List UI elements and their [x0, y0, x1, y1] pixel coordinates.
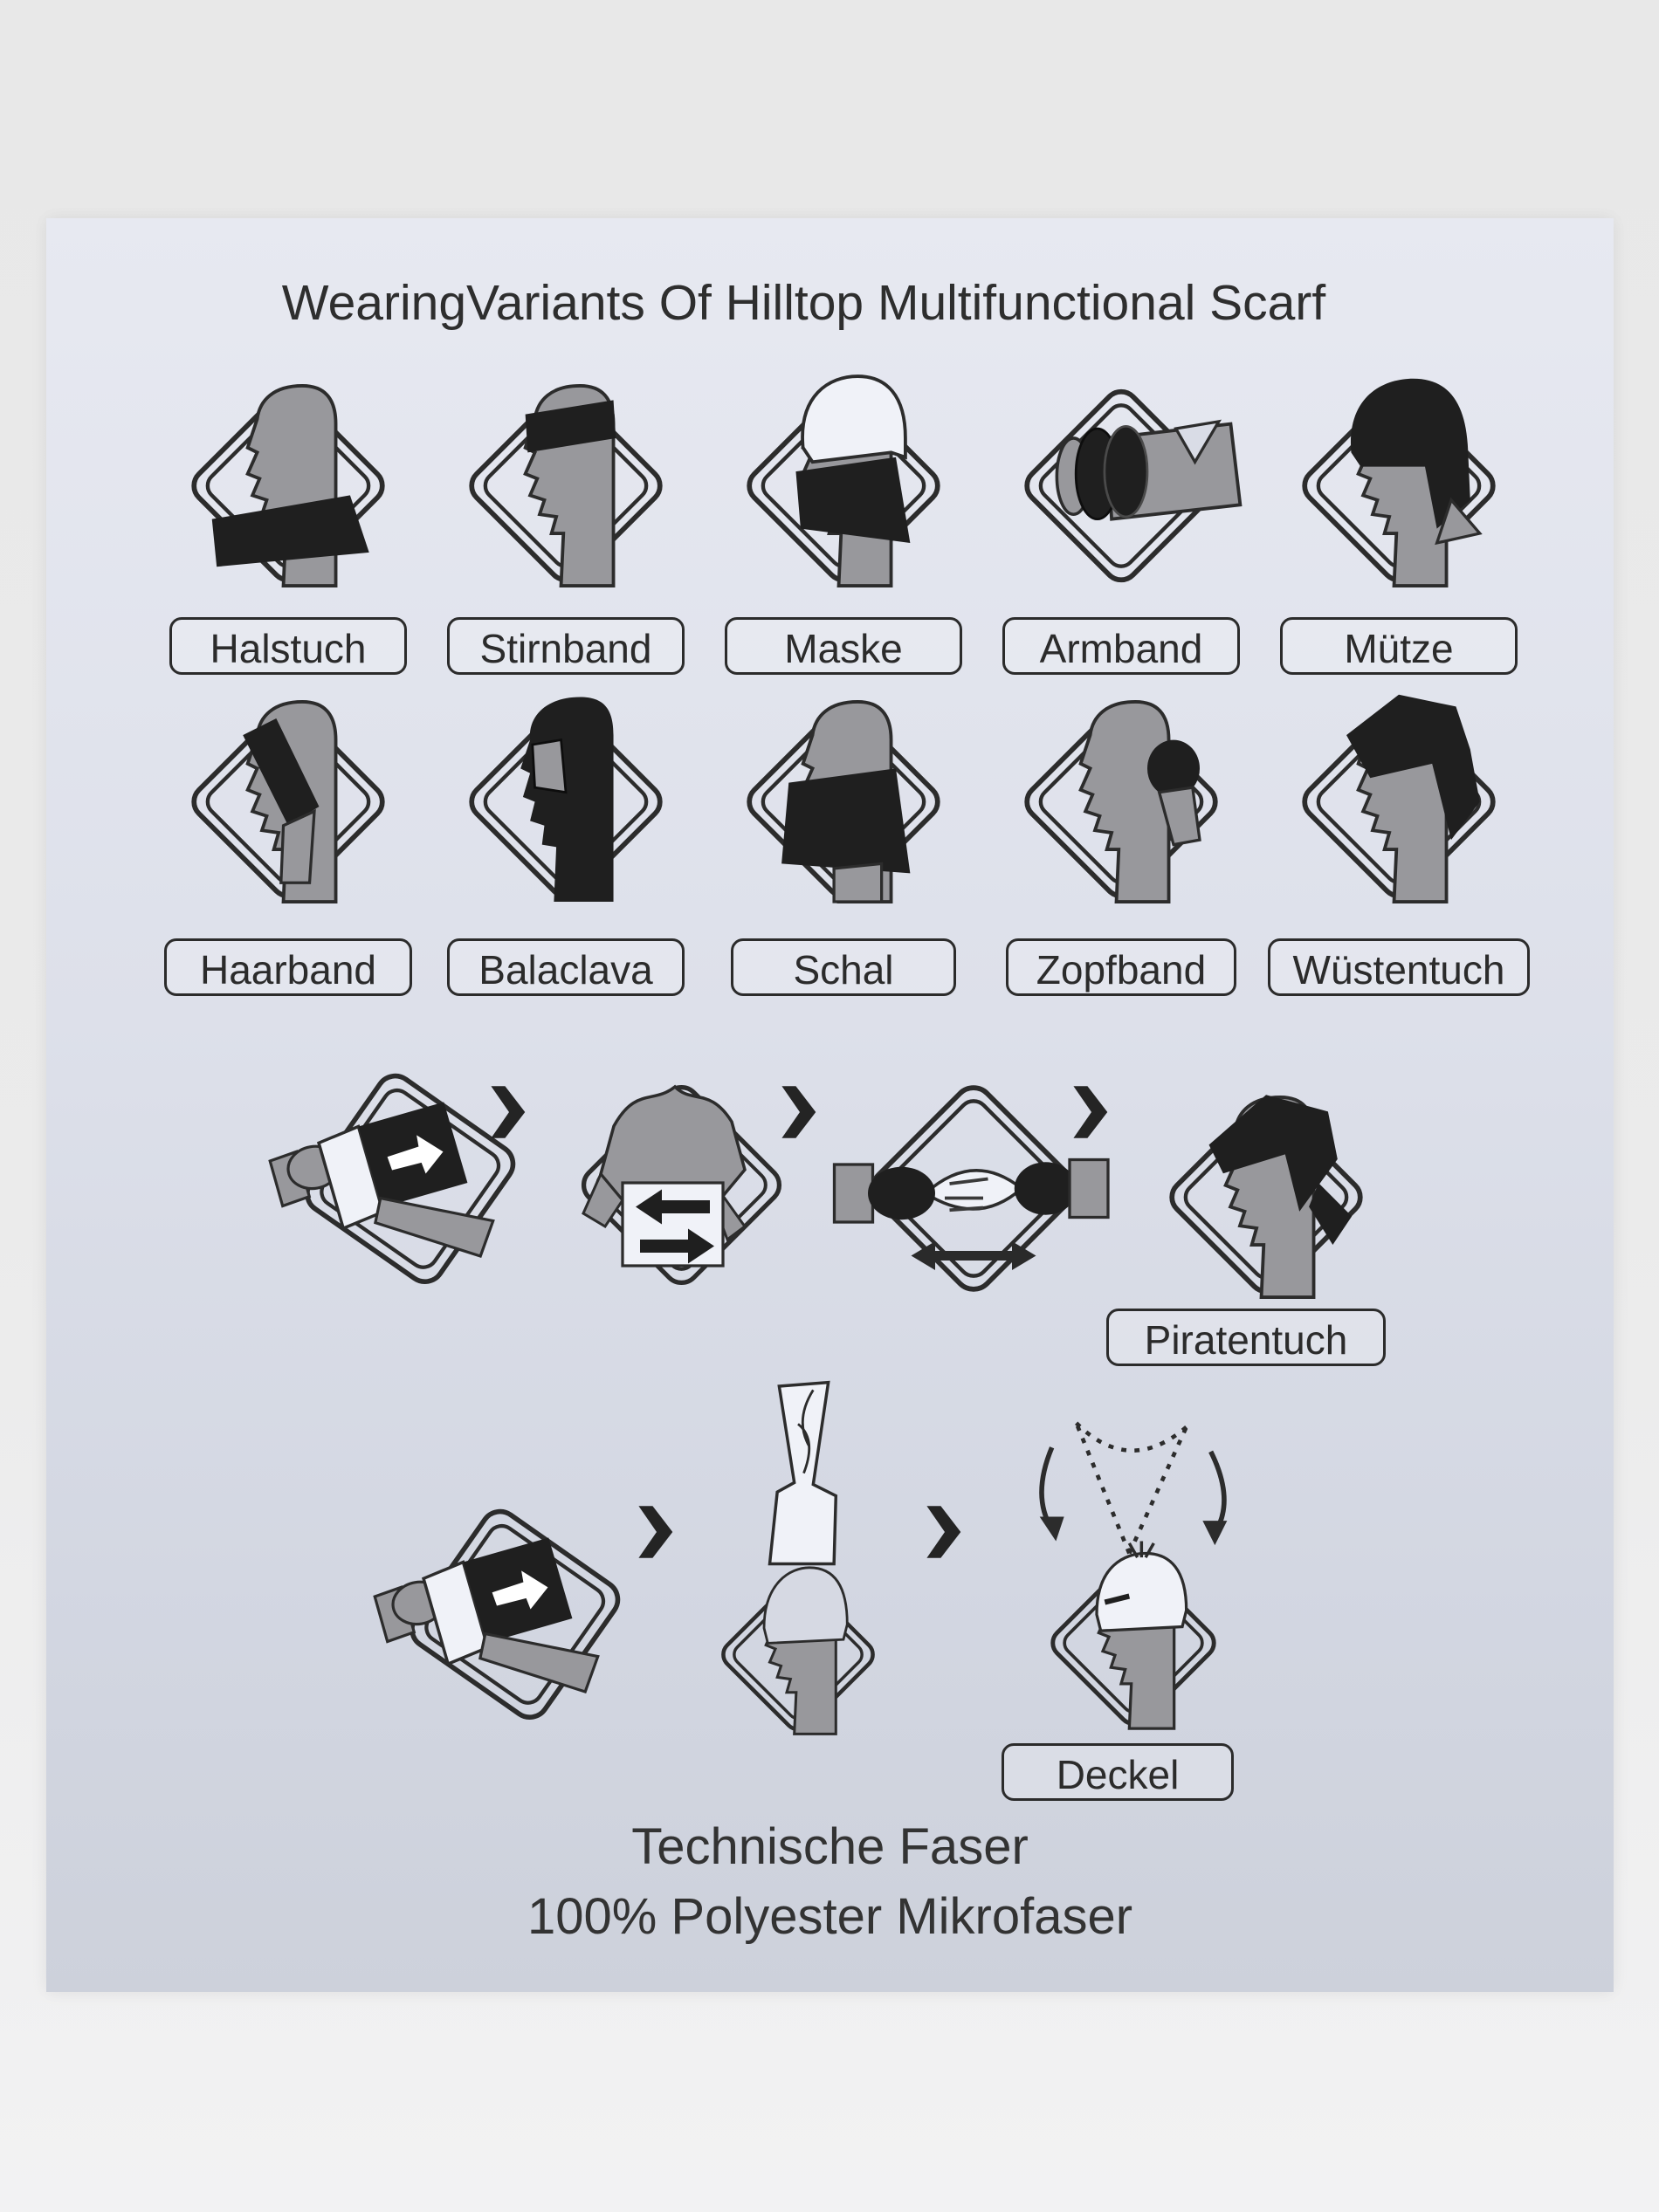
chevron-right-icon [915, 1504, 974, 1560]
muetze-illustration [1268, 367, 1530, 605]
arrowhead [1202, 1521, 1227, 1545]
twist-above-head-illustration [685, 1375, 912, 1753]
hand-shape [1015, 1162, 1077, 1215]
arrowhead [1040, 1517, 1064, 1542]
piratentuch-illustration [1135, 1078, 1397, 1316]
cuff-shape [1070, 1160, 1108, 1218]
neck-shape [834, 863, 882, 902]
label-muetze: Mütze [1280, 617, 1518, 675]
deckel-illustration [1011, 1398, 1256, 1745]
label-piratentuch: Piratentuch [1106, 1309, 1386, 1366]
stirnband-illustration [435, 367, 697, 605]
chevron-right-icon [479, 1084, 539, 1140]
helmet-shape [802, 376, 905, 462]
label-schal: Schal [731, 938, 956, 996]
label-haarband: Haarband [164, 938, 412, 996]
balaclava-illustration [435, 683, 697, 921]
label-wuestentuch: Wüstentuch [1268, 938, 1530, 996]
chevron-right-icon [770, 1084, 830, 1140]
twisted-scarf-shape [926, 1171, 1022, 1209]
label-maske: Maske [725, 617, 962, 675]
neck-scarf-shape [212, 495, 369, 567]
double-arrow-icon [912, 1241, 1036, 1270]
scarf-wrap-shape [781, 768, 910, 873]
face-mask-shape [795, 457, 910, 543]
label-balaclava: Balaclava [447, 938, 685, 996]
fold-step-pull-illustration [377, 1498, 657, 1754]
dotted-cone-line [1129, 1427, 1186, 1554]
material-line-2: 100% Polyester Mikrofaser [527, 1888, 1133, 1945]
wuestentuch-illustration [1268, 683, 1530, 921]
maske-illustration [712, 367, 974, 605]
haarband-illustration [157, 683, 419, 921]
dotted-cone-line [1077, 1423, 1130, 1553]
sheet-title: WearingVariants Of Hilltop Multifunctional Scarf [281, 275, 1326, 331]
schal-illustration [712, 683, 974, 921]
dotted-cone-arc [1077, 1423, 1187, 1451]
label-zopfband: Zopfband [1006, 938, 1236, 996]
material-line-1: Technische Faser [631, 1818, 1029, 1875]
label-armband: Armband [1002, 617, 1240, 675]
face-window-shape [533, 740, 566, 793]
curved-arrow-right-icon [1211, 1452, 1224, 1533]
hand-shape [868, 1167, 935, 1220]
chevron-right-icon [627, 1504, 686, 1560]
cuff-shape [835, 1164, 873, 1222]
label-deckel: Deckel [1002, 1743, 1234, 1801]
zopfband-illustration [990, 683, 1252, 921]
rolled-panel-shape [623, 1183, 723, 1266]
cap-base-shape [764, 1568, 847, 1644]
armband-scrunch-shape [1105, 426, 1147, 517]
halstuch-illustration [157, 367, 419, 605]
chevron-right-icon [1062, 1084, 1121, 1140]
label-halstuch: Halstuch [169, 617, 407, 675]
label-stirnband: Stirnband [447, 617, 685, 675]
fold-step-roll-illustration [540, 1069, 802, 1309]
tied-cap-shape [1097, 1554, 1187, 1632]
instruction-sheet [46, 218, 1614, 1992]
armband-illustration [990, 367, 1252, 605]
twisted-tube-shape [770, 1383, 836, 1564]
